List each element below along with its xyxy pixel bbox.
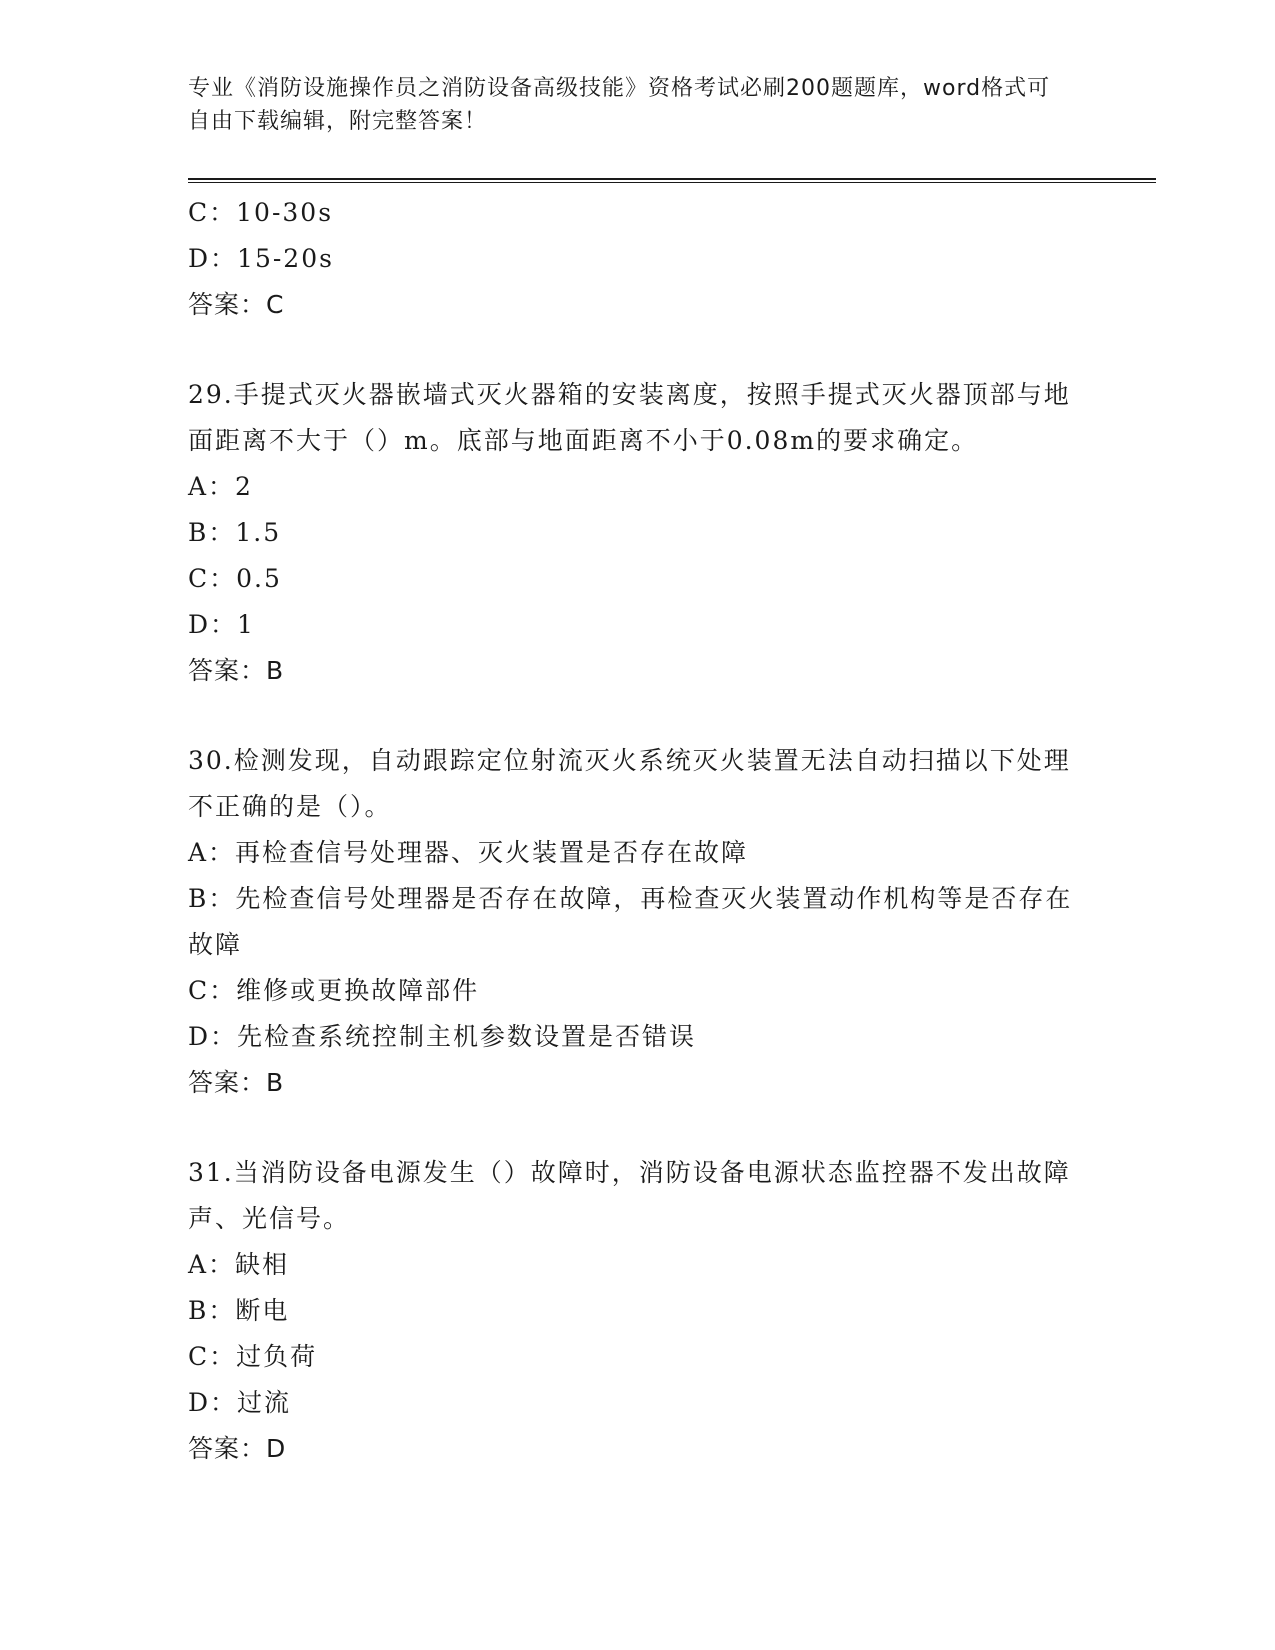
answer-line: 答案：B <box>188 1068 285 1097</box>
option-c: C：0.5 <box>188 564 282 593</box>
header-divider <box>188 178 1156 183</box>
option-b: B：断电 <box>188 1296 290 1325</box>
option-c: C：维修或更换故障部件 <box>188 976 480 1005</box>
option-d: D：15-20s <box>188 244 334 273</box>
option-a: A：缺相 <box>188 1250 290 1279</box>
question-fragment <box>188 190 1078 328</box>
option-c: C：过负荷 <box>188 1342 318 1371</box>
option-d: D：过流 <box>188 1388 292 1417</box>
option-c: C：10-30s <box>188 198 334 227</box>
answer-line: 答案：C <box>188 290 285 319</box>
answer-line: 答案：D <box>188 1434 287 1463</box>
document-body <box>188 190 1078 1472</box>
question-text: 29.手提式灭火器嵌墙式灭火器箱的安装离度，按照手提式灭火器顶部与地面距离不大于（）m。底部与地面距离不小于0.08m的要求确定。 <box>188 380 1071 455</box>
question-31 <box>188 1150 1078 1472</box>
spacer <box>188 1106 1078 1150</box>
spacer <box>188 328 1078 372</box>
option-a: A：再检查信号处理器、灭火装置是否存在故障 <box>188 838 749 867</box>
option-a: A：2 <box>188 472 253 501</box>
answer-line: 答案：B <box>188 656 285 685</box>
page-header: 专业《消防设施操作员之消防设备高级技能》资格考试必刷200题题库，word格式可自由下载编辑，附完整答案！ <box>188 76 1051 134</box>
option-b: B：1.5 <box>188 518 282 547</box>
option-d: D：先检查系统控制主机参数设置是否错误 <box>188 1022 697 1051</box>
question-30 <box>188 738 1078 1106</box>
question-text: 30.检测发现，自动跟踪定位射流灭火系统灭火装置无法自动扫描以下处理不正确的是（）。 <box>188 746 1071 821</box>
spacer <box>188 694 1078 738</box>
question-29 <box>188 372 1078 694</box>
option-b: B：先检查信号处理器是否存在故障，再检查灭火装置动作机构等是否存在故障 <box>188 884 1073 959</box>
option-d: D：1 <box>188 610 255 639</box>
question-text: 31.当消防设备电源发生（）故障时，消防设备电源状态监控器不发出故障声、光信号。 <box>188 1158 1071 1233</box>
